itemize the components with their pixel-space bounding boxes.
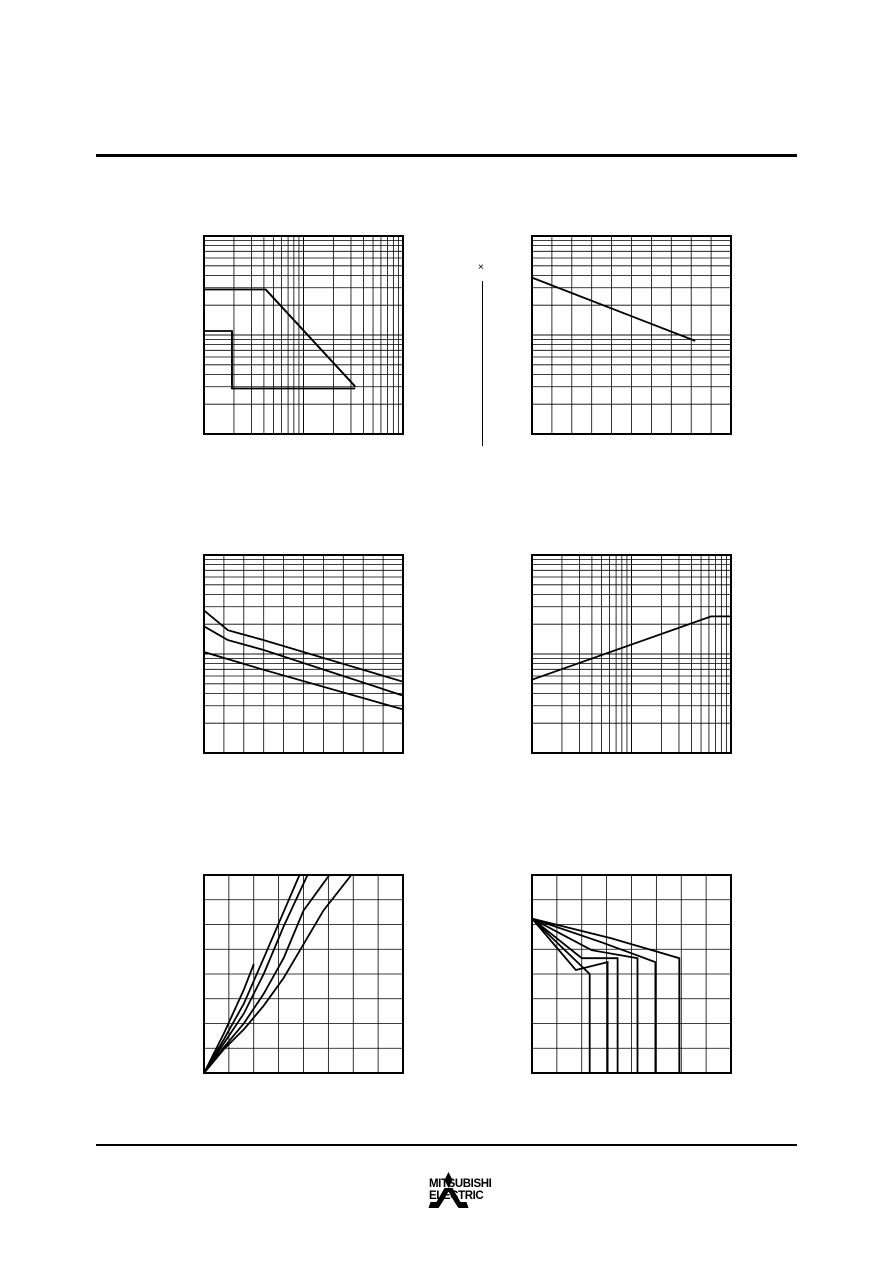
axis-divider bbox=[482, 281, 483, 446]
series-line-6 bbox=[532, 919, 679, 1073]
series-line-1 bbox=[532, 278, 695, 341]
chart-1 bbox=[203, 235, 404, 435]
multiplier-mark: × bbox=[478, 262, 484, 273]
chart-3 bbox=[203, 554, 404, 754]
series-line-2 bbox=[532, 919, 608, 1073]
brand-line-1: MITSUBISHI bbox=[429, 1178, 492, 1190]
chart-6 bbox=[531, 874, 732, 1074]
chart-2 bbox=[531, 235, 732, 435]
series-line-3 bbox=[266, 290, 356, 387]
footer-rule bbox=[96, 1144, 797, 1146]
header-rule bbox=[96, 154, 797, 157]
chart-5 bbox=[203, 874, 404, 1074]
chart-4 bbox=[531, 554, 732, 754]
brand-name bbox=[429, 1178, 491, 1202]
brand-line-2: ELECTRIC bbox=[429, 1190, 484, 1202]
